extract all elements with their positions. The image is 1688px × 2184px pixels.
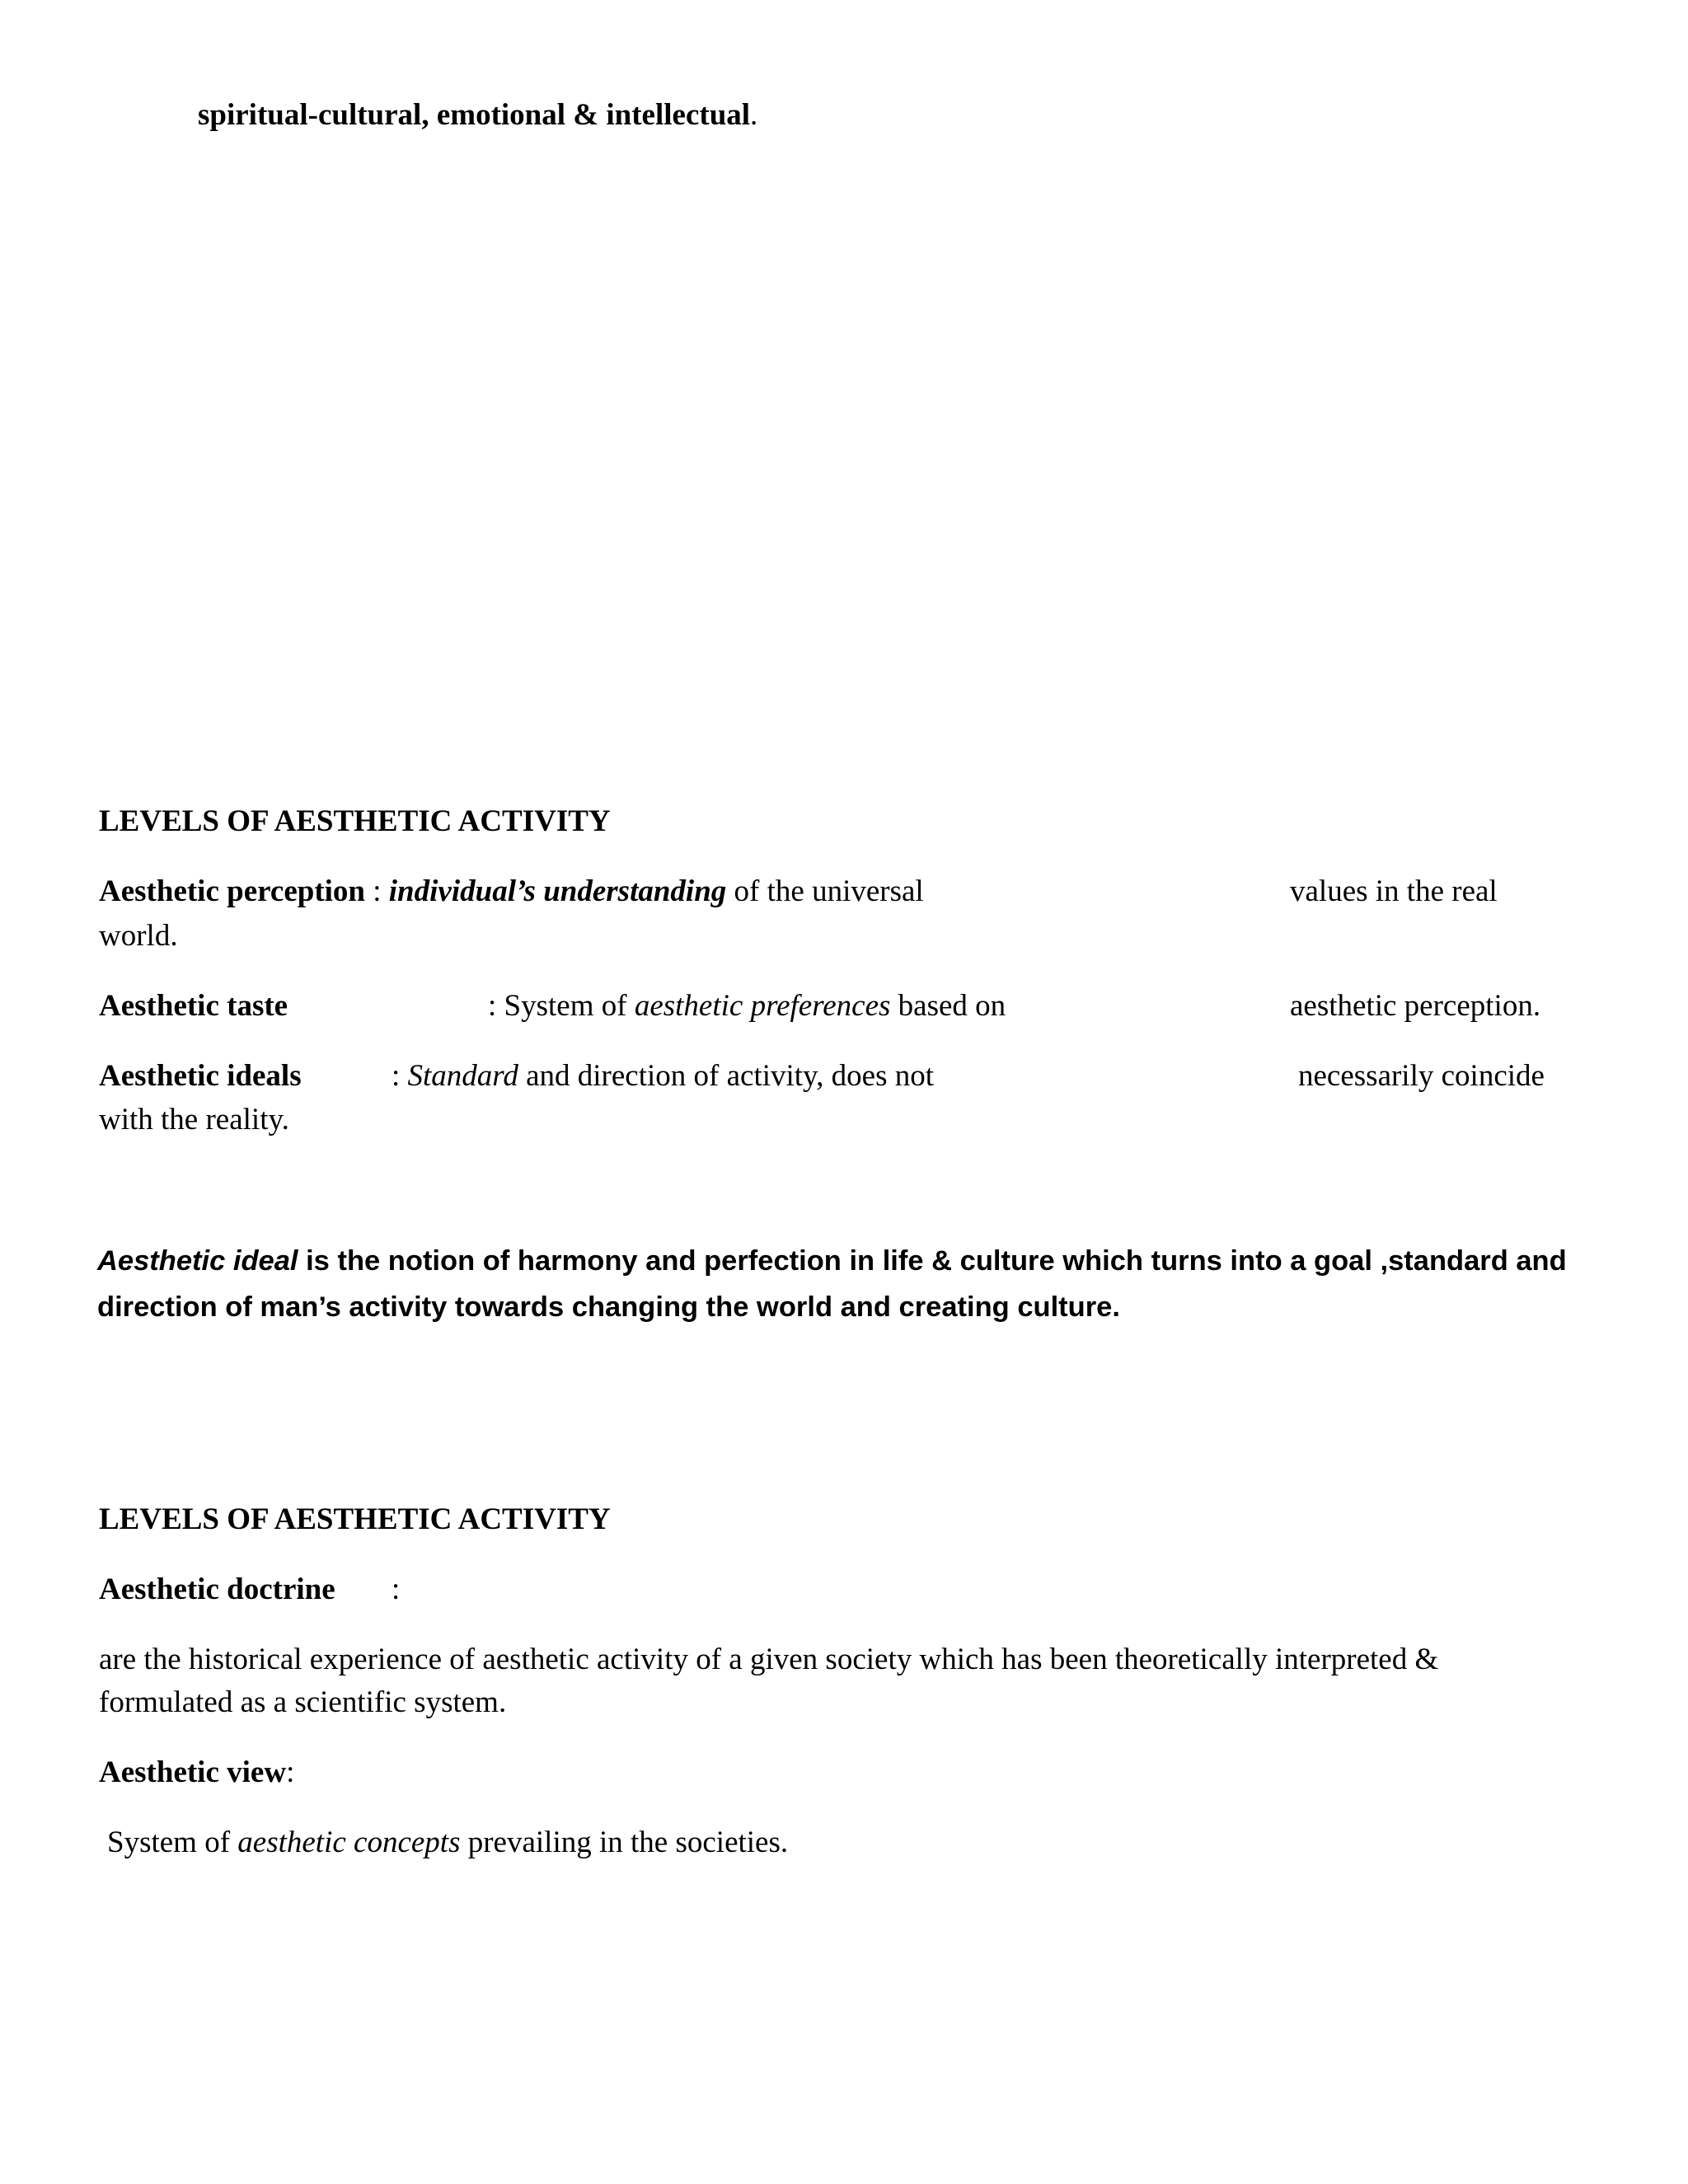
- taste-term: Aesthetic taste: [99, 989, 288, 1023]
- taste-italic: aesthetic preferences: [634, 989, 891, 1023]
- view-term: Aesthetic view: [99, 1755, 287, 1789]
- perception-line: [99, 874, 924, 910]
- ideals-italic: Standard: [407, 1059, 518, 1093]
- doctrine-text-line1: are the historical experience of aesthetic activity of a given society which has been theoretically interpreted &: [99, 1643, 1439, 1676]
- aesthetic-ideal-definition: [97, 1238, 1581, 1330]
- perception-right: values in the real: [1290, 874, 1498, 908]
- ideals-rest: and direction of activity, does not: [518, 1059, 935, 1093]
- perception-sep: :: [365, 874, 389, 908]
- view-colon: :: [286, 1755, 295, 1789]
- perception-cont: world.: [99, 919, 178, 953]
- ideals-line: [99, 1058, 302, 1094]
- taste-def: [488, 988, 1006, 1024]
- ideals-term: Aesthetic ideals: [99, 1059, 302, 1093]
- view-line: [99, 1755, 294, 1791]
- doctrine-term: Aesthetic doctrine: [99, 1572, 335, 1606]
- taste-right: aesthetic perception.: [1290, 989, 1541, 1023]
- taste-rest: based on: [890, 989, 1006, 1023]
- definition-term: Aesthetic ideal: [97, 1245, 298, 1277]
- ideals-def: [392, 1058, 934, 1094]
- view-text: [107, 1825, 788, 1861]
- view-italic: aesthetic concepts: [237, 1825, 461, 1859]
- perception-rest: of the universal: [726, 874, 924, 908]
- perception-emphasis: individual’s understanding: [388, 874, 727, 908]
- section1-heading: LEVELS OF AESTHETIC ACTIVITY: [99, 804, 611, 838]
- doctrine-colon: :: [392, 1572, 401, 1606]
- taste-line: [99, 988, 288, 1024]
- taste-sep: : System of: [488, 989, 635, 1023]
- doctrine-text-line2: formulated as a scientific system.: [99, 1685, 507, 1719]
- definition-text: is the notion of harmony and perfection in life & culture which turns into a goal ,standard and direction of man’s activity towards changing the world and creating culture.: [97, 1245, 1567, 1323]
- view-pre: System of: [107, 1825, 238, 1859]
- top-line-tail: .: [750, 98, 758, 132]
- ideals-sep: :: [392, 1059, 408, 1093]
- section2-heading: LEVELS OF AESTHETIC ACTIVITY: [99, 1502, 611, 1536]
- perception-term: Aesthetic perception: [99, 874, 365, 908]
- top-line-text: spiritual-cultural, emotional & intellectual: [198, 98, 751, 132]
- ideals-cont: with the reality.: [99, 1103, 289, 1137]
- doctrine-line: [99, 1572, 335, 1608]
- top-line: [198, 97, 757, 134]
- view-post: prevailing in the societies.: [460, 1825, 789, 1859]
- ideals-right: necessarily coincide: [1298, 1059, 1545, 1093]
